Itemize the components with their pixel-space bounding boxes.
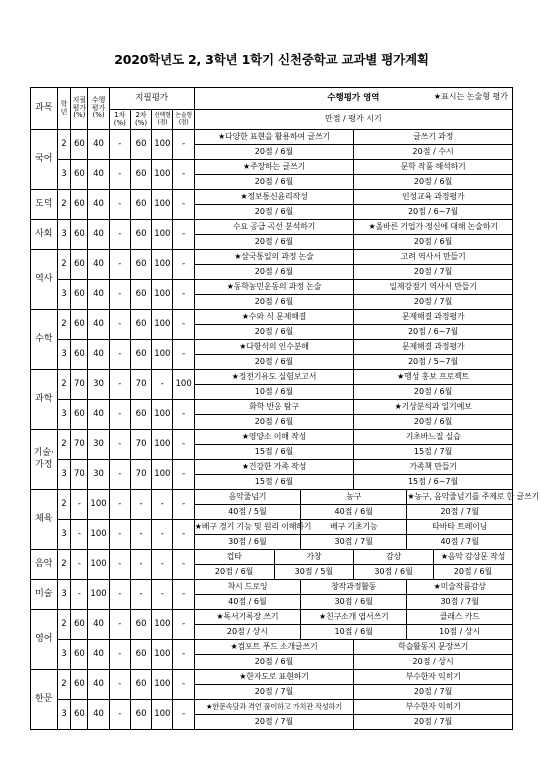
performance-ratio-value: 40 bbox=[88, 280, 109, 310]
second-exam-value: - bbox=[130, 520, 151, 550]
performance-item-score-time: 40점 / 6월 bbox=[194, 595, 300, 610]
second-exam-value: 70 bbox=[130, 460, 151, 490]
subject-row-top bbox=[31, 280, 513, 295]
subject-row-top bbox=[31, 550, 513, 565]
performance-item-title: ★한문속담과 격언 풀이하고 가치관 작성하기 bbox=[194, 700, 353, 715]
performance-item-title: ★정보통신윤리작성 bbox=[194, 190, 353, 205]
first-exam-value: - bbox=[109, 640, 130, 670]
header-performance-area-cell bbox=[194, 88, 512, 110]
second-exam-value: - bbox=[130, 490, 151, 520]
performance-item-title: 클래스 카드 bbox=[407, 610, 513, 625]
second-exam-value: 60 bbox=[130, 640, 151, 670]
performance-item-score-time: 20점 / 6월 bbox=[194, 565, 274, 580]
essay-score-value: - bbox=[173, 640, 194, 670]
choice-score-value: 100 bbox=[152, 130, 173, 160]
second-exam-value: 60 bbox=[130, 190, 151, 220]
performance-item-score-time: 20점 / 6월 bbox=[194, 355, 353, 370]
grade-value: 3 bbox=[57, 340, 71, 370]
subject-name: 한문 bbox=[31, 670, 58, 730]
essay-score-value: - bbox=[173, 670, 194, 700]
performance-ratio-value: 100 bbox=[88, 550, 109, 580]
subject-name: 사회 bbox=[31, 220, 58, 250]
second-exam-value: 60 bbox=[130, 310, 151, 340]
first-exam-value: - bbox=[109, 310, 130, 340]
written-ratio-value: 60 bbox=[71, 310, 88, 340]
performance-item-score-time: 20점 / 7월 bbox=[354, 295, 513, 310]
first-exam-value: - bbox=[109, 550, 130, 580]
second-exam-value: 60 bbox=[130, 250, 151, 280]
performance-item-score-time: 30점 / 6월 bbox=[301, 595, 407, 610]
performance-item-title: ★주장하는 글쓰기 bbox=[194, 160, 353, 175]
second-exam-value: - bbox=[130, 550, 151, 580]
performance-ratio-value: 40 bbox=[88, 670, 109, 700]
grade-value: 2 bbox=[57, 670, 71, 700]
subject-row-top bbox=[31, 340, 513, 355]
performance-item-title: 글쓰기 과정 bbox=[354, 130, 513, 145]
choice-score-value: - bbox=[152, 370, 173, 400]
performance-ratio-value: 40 bbox=[88, 130, 109, 160]
choice-score-value: 100 bbox=[152, 460, 173, 490]
performance-ratio-value: 100 bbox=[88, 490, 109, 520]
written-ratio-value: 60 bbox=[71, 280, 88, 310]
performance-item-title: 타바타 트레이닝 bbox=[407, 520, 513, 535]
performance-item-score-time: 20점 / 6월 bbox=[194, 145, 353, 160]
essay-score-value: - bbox=[173, 580, 194, 610]
performance-item-title: ★농구, 음악줄넘기를 주제로 한 글쓰기 bbox=[407, 490, 513, 505]
performance-ratio-value: 40 bbox=[88, 310, 109, 340]
grade-value: 3 bbox=[57, 280, 71, 310]
performance-item-score-time: 20점 / 7월 bbox=[354, 715, 513, 730]
performance-item-title: ★동학농민운동의 과정 논술 bbox=[194, 280, 353, 295]
performance-item-title: ★기상분석과 일기예보 bbox=[354, 400, 513, 415]
written-ratio-value: 60 bbox=[71, 340, 88, 370]
essay-score-value: - bbox=[173, 250, 194, 280]
written-ratio-value: 60 bbox=[71, 190, 88, 220]
choice-score-value: 100 bbox=[152, 400, 173, 430]
performance-ratio-value: 30 bbox=[88, 370, 109, 400]
performance-item-title: 화학 반응 탐구 bbox=[194, 400, 353, 415]
header-written-group: 지필평가 bbox=[109, 88, 194, 110]
second-exam-value: - bbox=[130, 580, 151, 610]
grade-value: 3 bbox=[57, 460, 71, 490]
second-exam-value: 60 bbox=[130, 670, 151, 700]
subject-row-top bbox=[31, 310, 513, 325]
header-performance-ratio: 수행평가(%) bbox=[88, 88, 109, 130]
performance-item-score-time: 20점 / 6월 bbox=[194, 235, 353, 250]
first-exam-value: - bbox=[109, 700, 130, 730]
performance-item-title: ★음악 감상문 작성 bbox=[433, 550, 512, 565]
performance-ratio-value: 40 bbox=[88, 610, 109, 640]
performance-item-score-time: 20점 / 6월 bbox=[194, 175, 353, 190]
header-score-time: 만점 / 평가 시기 bbox=[194, 110, 512, 130]
essay-score-value: 100 bbox=[173, 370, 194, 400]
performance-item-score-time: 30점 / 5월 bbox=[274, 565, 354, 580]
written-ratio-value: 60 bbox=[71, 400, 88, 430]
choice-score-value: 100 bbox=[152, 610, 173, 640]
performance-item-score-time: 30점 / 6월 bbox=[194, 535, 300, 550]
subject-name: 과학 bbox=[31, 370, 58, 430]
performance-item-title: 일제강점기 역사서 만들기 bbox=[354, 280, 513, 295]
page-title: 2020학년도 2, 3학년 1학기 신천중학교 교과별 평가계획 bbox=[114, 52, 429, 67]
performance-item-title: 문학 작품 해석하기 bbox=[354, 160, 513, 175]
written-ratio-value: 70 bbox=[71, 430, 88, 460]
performance-ratio-value: 30 bbox=[88, 460, 109, 490]
written-ratio-value: 60 bbox=[71, 700, 88, 730]
performance-item-title: ★정전기유도 실험보고서 bbox=[194, 370, 353, 385]
essay-score-value: - bbox=[173, 400, 194, 430]
subject-name: 수학 bbox=[31, 310, 58, 370]
performance-item-title: ★건강한 가족 작성 bbox=[194, 460, 353, 475]
performance-item-title: 문제해결 과정평가 bbox=[354, 340, 513, 355]
performance-item-title: 컵타 bbox=[194, 550, 274, 565]
performance-item-score-time: 10점 / 6월 bbox=[194, 385, 353, 400]
performance-item-score-time: 40점 / 7월 bbox=[407, 535, 513, 550]
essay-score-value: - bbox=[173, 310, 194, 340]
performance-item-title: 부수한자 익히기 bbox=[354, 670, 513, 685]
essay-score-value: - bbox=[173, 160, 194, 190]
subject-name: 음악 bbox=[31, 550, 58, 580]
first-exam-value: - bbox=[109, 190, 130, 220]
grade-value: 2 bbox=[57, 610, 71, 640]
subject-row-top bbox=[31, 610, 513, 625]
performance-item-score-time: 30점 / 6월 bbox=[354, 565, 434, 580]
choice-score-value: - bbox=[152, 580, 173, 610]
choice-score-value: 100 bbox=[152, 160, 173, 190]
performance-item-score-time: 20점 / 6월 bbox=[354, 415, 513, 430]
subject-name: 체육 bbox=[31, 490, 58, 550]
performance-item-score-time: 30점 / 7월 bbox=[407, 595, 513, 610]
performance-item-score-time: 20점 / 6월 bbox=[194, 325, 353, 340]
performance-item-score-time: 20점 / 7월 bbox=[407, 505, 513, 520]
header-first: 1차(%) bbox=[109, 110, 130, 130]
performance-item-title: 가창 bbox=[274, 550, 354, 565]
header-row-1 bbox=[31, 88, 513, 110]
written-ratio-value: 60 bbox=[71, 160, 88, 190]
essay-score-value: - bbox=[173, 190, 194, 220]
performance-ratio-value: 40 bbox=[88, 700, 109, 730]
performance-item-score-time: 15점 / 6월 bbox=[194, 445, 353, 460]
first-exam-value: - bbox=[109, 580, 130, 610]
subject-row-top bbox=[31, 640, 513, 655]
performance-item-title: 인성교육 과정평가 bbox=[354, 190, 513, 205]
essay-score-value: - bbox=[173, 430, 194, 460]
performance-item-title: 배구 기초기능 bbox=[301, 520, 407, 535]
performance-item-title: ★다항식의 인수분해 bbox=[194, 340, 353, 355]
first-exam-value: - bbox=[109, 160, 130, 190]
performance-ratio-value: 100 bbox=[88, 580, 109, 610]
first-exam-value: - bbox=[109, 250, 130, 280]
performance-item-score-time: 20점 / 7월 bbox=[354, 685, 513, 700]
performance-item-title: 문제해결 과정평가 bbox=[354, 310, 513, 325]
first-exam-value: - bbox=[109, 610, 130, 640]
written-ratio-value: - bbox=[71, 520, 88, 550]
performance-item-title: ★수와 식 문제해결 bbox=[194, 310, 353, 325]
written-ratio-value: 60 bbox=[71, 130, 88, 160]
header-performance-area: 수행평가 영역 bbox=[327, 93, 380, 104]
written-ratio-value: - bbox=[71, 490, 88, 520]
performance-item-score-time: 20점 / 6월 bbox=[194, 655, 353, 670]
performance-item-score-time: 20점 / 6~7월 bbox=[354, 325, 513, 340]
header-essay: 논술형(점) bbox=[173, 110, 194, 130]
second-exam-value: 60 bbox=[130, 220, 151, 250]
subject-row-top bbox=[31, 160, 513, 175]
written-ratio-value: 60 bbox=[71, 640, 88, 670]
performance-item-title: ★올바른 기업가 정신에 대해 논술하기 bbox=[354, 220, 513, 235]
choice-score-value: 100 bbox=[152, 250, 173, 280]
grade-value: 2 bbox=[57, 190, 71, 220]
performance-item-score-time: 20점 / 상시 bbox=[354, 655, 513, 670]
performance-item-score-time: 10점 / 6월 bbox=[301, 625, 407, 640]
header-essay-note: ★표시는 논술형 평가 bbox=[433, 92, 508, 101]
performance-item-title: ★미술작품감상 bbox=[407, 580, 513, 595]
subject-row-top bbox=[31, 700, 513, 715]
choice-score-value: - bbox=[152, 520, 173, 550]
first-exam-value: - bbox=[109, 430, 130, 460]
subject-row-top bbox=[31, 250, 513, 265]
performance-item-score-time: 40점 / 5월 bbox=[194, 505, 300, 520]
essay-score-value: - bbox=[173, 340, 194, 370]
performance-ratio-value: 40 bbox=[88, 220, 109, 250]
subject-name: 기술·가정 bbox=[31, 430, 58, 490]
essay-score-value: - bbox=[173, 520, 194, 550]
subject-row-top bbox=[31, 430, 513, 445]
written-ratio-value: - bbox=[71, 550, 88, 580]
first-exam-value: - bbox=[109, 220, 130, 250]
choice-score-value: - bbox=[152, 490, 173, 520]
second-exam-value: 60 bbox=[130, 280, 151, 310]
performance-item-title: ★컴포트 푸드 소개글쓰기 bbox=[194, 640, 353, 655]
subject-row-top bbox=[31, 130, 513, 145]
performance-ratio-value: 100 bbox=[88, 520, 109, 550]
written-ratio-value: 70 bbox=[71, 460, 88, 490]
performance-item-title: 농구 bbox=[301, 490, 407, 505]
written-ratio-value: 60 bbox=[71, 670, 88, 700]
performance-item-score-time: 20점 / 7월 bbox=[354, 265, 513, 280]
performance-ratio-value: 40 bbox=[88, 400, 109, 430]
performance-item-score-time: 20점 / 5~7월 bbox=[354, 355, 513, 370]
performance-item-title: ★친구소개 엽서쓰기 bbox=[301, 610, 407, 625]
performance-item-title: 고려 역사서 만들기 bbox=[354, 250, 513, 265]
choice-score-value: 100 bbox=[152, 640, 173, 670]
choice-score-value: 100 bbox=[152, 340, 173, 370]
performance-item-score-time: 20점 / 6월 bbox=[194, 205, 353, 220]
grade-value: 2 bbox=[57, 130, 71, 160]
written-ratio-value: 60 bbox=[71, 250, 88, 280]
performance-item-title: 기초바느질 실습 bbox=[354, 430, 513, 445]
second-exam-value: 60 bbox=[130, 400, 151, 430]
performance-item-score-time: 20점 / 6월 bbox=[354, 175, 513, 190]
grade-value: 2 bbox=[57, 250, 71, 280]
performance-item-title: 음악줄넘기 bbox=[194, 490, 300, 505]
evaluation-plan-table bbox=[30, 87, 540, 730]
performance-ratio-value: 40 bbox=[88, 160, 109, 190]
performance-item-title: ★독서기록장 쓰기 bbox=[194, 610, 300, 625]
performance-item-score-time: 20점 / 수시 bbox=[354, 145, 513, 160]
first-exam-value: - bbox=[109, 490, 130, 520]
subject-name: 도덕 bbox=[31, 190, 58, 220]
grade-value: 3 bbox=[57, 160, 71, 190]
performance-item-score-time: 20점 / 6월 bbox=[433, 565, 512, 580]
performance-ratio-value: 40 bbox=[88, 640, 109, 670]
performance-item-score-time: 30점 / 7월 bbox=[301, 535, 407, 550]
essay-score-value: - bbox=[173, 490, 194, 520]
first-exam-value: - bbox=[109, 460, 130, 490]
essay-score-value: - bbox=[173, 130, 194, 160]
written-ratio-value: 60 bbox=[71, 610, 88, 640]
essay-score-value: - bbox=[173, 700, 194, 730]
second-exam-value: 60 bbox=[130, 610, 151, 640]
header-grade: 학년 bbox=[57, 88, 71, 130]
performance-item-score-time: 20점 / 7월 bbox=[194, 685, 353, 700]
performance-ratio-value: 40 bbox=[88, 340, 109, 370]
performance-item-score-time: 20점 / 6월 bbox=[194, 415, 353, 430]
header-choice: 선택형(점) bbox=[152, 110, 173, 130]
grade-value: 3 bbox=[57, 700, 71, 730]
performance-item-title: 가족책 만들기 bbox=[354, 460, 513, 475]
first-exam-value: - bbox=[109, 670, 130, 700]
performance-item-score-time: 10점 / 상시 bbox=[407, 625, 513, 640]
second-exam-value: 70 bbox=[130, 430, 151, 460]
subject-row-top bbox=[31, 400, 513, 415]
performance-item-title: 학습활동지 문장쓰기 bbox=[354, 640, 513, 655]
subject-row-top bbox=[31, 460, 513, 475]
choice-score-value: 100 bbox=[152, 190, 173, 220]
performance-ratio-value: 40 bbox=[88, 190, 109, 220]
subject-name: 영어 bbox=[31, 610, 58, 670]
grade-value: 3 bbox=[57, 520, 71, 550]
subject-row-top bbox=[31, 520, 513, 535]
header-written-ratio: 지필평가(%) bbox=[71, 88, 88, 130]
header-second: 2차(%) bbox=[130, 110, 151, 130]
second-exam-value: 60 bbox=[130, 700, 151, 730]
first-exam-value: - bbox=[109, 400, 130, 430]
performance-item-score-time: 40점 / 6월 bbox=[301, 505, 407, 520]
choice-score-value: 100 bbox=[152, 700, 173, 730]
performance-item-title: ★배구 경기 기능 및 원리 이해하기 bbox=[194, 520, 300, 535]
choice-score-value: 100 bbox=[152, 430, 173, 460]
choice-score-value: 100 bbox=[152, 670, 173, 700]
performance-item-title: ★다양한 표현을 활용하여 글쓰기 bbox=[194, 130, 353, 145]
grade-value: 2 bbox=[57, 550, 71, 580]
subject-name: 국어 bbox=[31, 130, 58, 190]
performance-item-title: 감상 bbox=[354, 550, 434, 565]
performance-item-title: ★한자도로 표현하기 bbox=[194, 670, 353, 685]
second-exam-value: 60 bbox=[130, 340, 151, 370]
essay-score-value: - bbox=[173, 550, 194, 580]
written-ratio-value: 60 bbox=[71, 220, 88, 250]
choice-score-value: 100 bbox=[152, 280, 173, 310]
essay-score-value: - bbox=[173, 280, 194, 310]
performance-item-score-time: 20점 / 6월 bbox=[194, 265, 353, 280]
subject-name: 미술 bbox=[31, 580, 58, 610]
performance-item-title: ★행성 홍보 프로젝트 bbox=[354, 370, 513, 385]
second-exam-value: 70 bbox=[130, 370, 151, 400]
performance-item-score-time: 20점 / 상시 bbox=[194, 625, 300, 640]
grade-value: 3 bbox=[57, 220, 71, 250]
first-exam-value: - bbox=[109, 130, 130, 160]
subject-row-top bbox=[31, 490, 513, 505]
second-exam-value: 60 bbox=[130, 130, 151, 160]
subject-row-top bbox=[31, 670, 513, 685]
written-ratio-value: - bbox=[71, 580, 88, 610]
essay-score-value: - bbox=[173, 220, 194, 250]
grade-value: 3 bbox=[57, 640, 71, 670]
grade-value: 2 bbox=[57, 430, 71, 460]
performance-item-title: 부수한자 익히기 bbox=[354, 700, 513, 715]
performance-ratio-value: 30 bbox=[88, 430, 109, 460]
first-exam-value: - bbox=[109, 370, 130, 400]
first-exam-value: - bbox=[109, 340, 130, 370]
performance-item-score-time: 20점 / 6월 bbox=[354, 235, 513, 250]
performance-item-title: 착시 드로잉 bbox=[194, 580, 300, 595]
choice-score-value: 100 bbox=[152, 310, 173, 340]
performance-item-score-time: 20점 / 6월 bbox=[354, 385, 513, 400]
performance-item-title: 창작과정활동 bbox=[301, 580, 407, 595]
first-exam-value: - bbox=[109, 520, 130, 550]
performance-item-score-time: 20점 / 6~7월 bbox=[354, 205, 513, 220]
performance-item-title: ★영양소 이해 작성 bbox=[194, 430, 353, 445]
performance-item-score-time: 15점 / 7월 bbox=[354, 445, 513, 460]
performance-ratio-value: 40 bbox=[88, 250, 109, 280]
essay-score-value: - bbox=[173, 460, 194, 490]
subject-row-top bbox=[31, 220, 513, 235]
performance-item-title: 수요 공급 곡선 분석하기 bbox=[194, 220, 353, 235]
first-exam-value: - bbox=[109, 280, 130, 310]
performance-item-score-time: 15점 / 6월 bbox=[194, 475, 353, 490]
performance-item-score-time: 15점 / 6~7월 bbox=[354, 475, 513, 490]
header-subject: 과목 bbox=[31, 88, 58, 130]
grade-value: 3 bbox=[57, 400, 71, 430]
grade-value: 2 bbox=[57, 490, 71, 520]
written-ratio-value: 70 bbox=[71, 370, 88, 400]
performance-item-score-time: 20점 / 7월 bbox=[194, 715, 353, 730]
grade-value: 3 bbox=[57, 580, 71, 610]
subject-name: 역사 bbox=[31, 250, 58, 310]
choice-score-value: - bbox=[152, 550, 173, 580]
subject-row-top bbox=[31, 580, 513, 595]
grade-value: 2 bbox=[57, 310, 71, 340]
choice-score-value: 100 bbox=[152, 220, 173, 250]
essay-score-value: - bbox=[173, 610, 194, 640]
subject-row-top bbox=[31, 190, 513, 205]
performance-item-title: ★삼국통일의 과정 논술 bbox=[194, 250, 353, 265]
subject-row-top bbox=[31, 370, 513, 385]
grade-value: 2 bbox=[57, 370, 71, 400]
second-exam-value: 60 bbox=[130, 160, 151, 190]
performance-item-score-time: 20점 / 6월 bbox=[194, 295, 353, 310]
